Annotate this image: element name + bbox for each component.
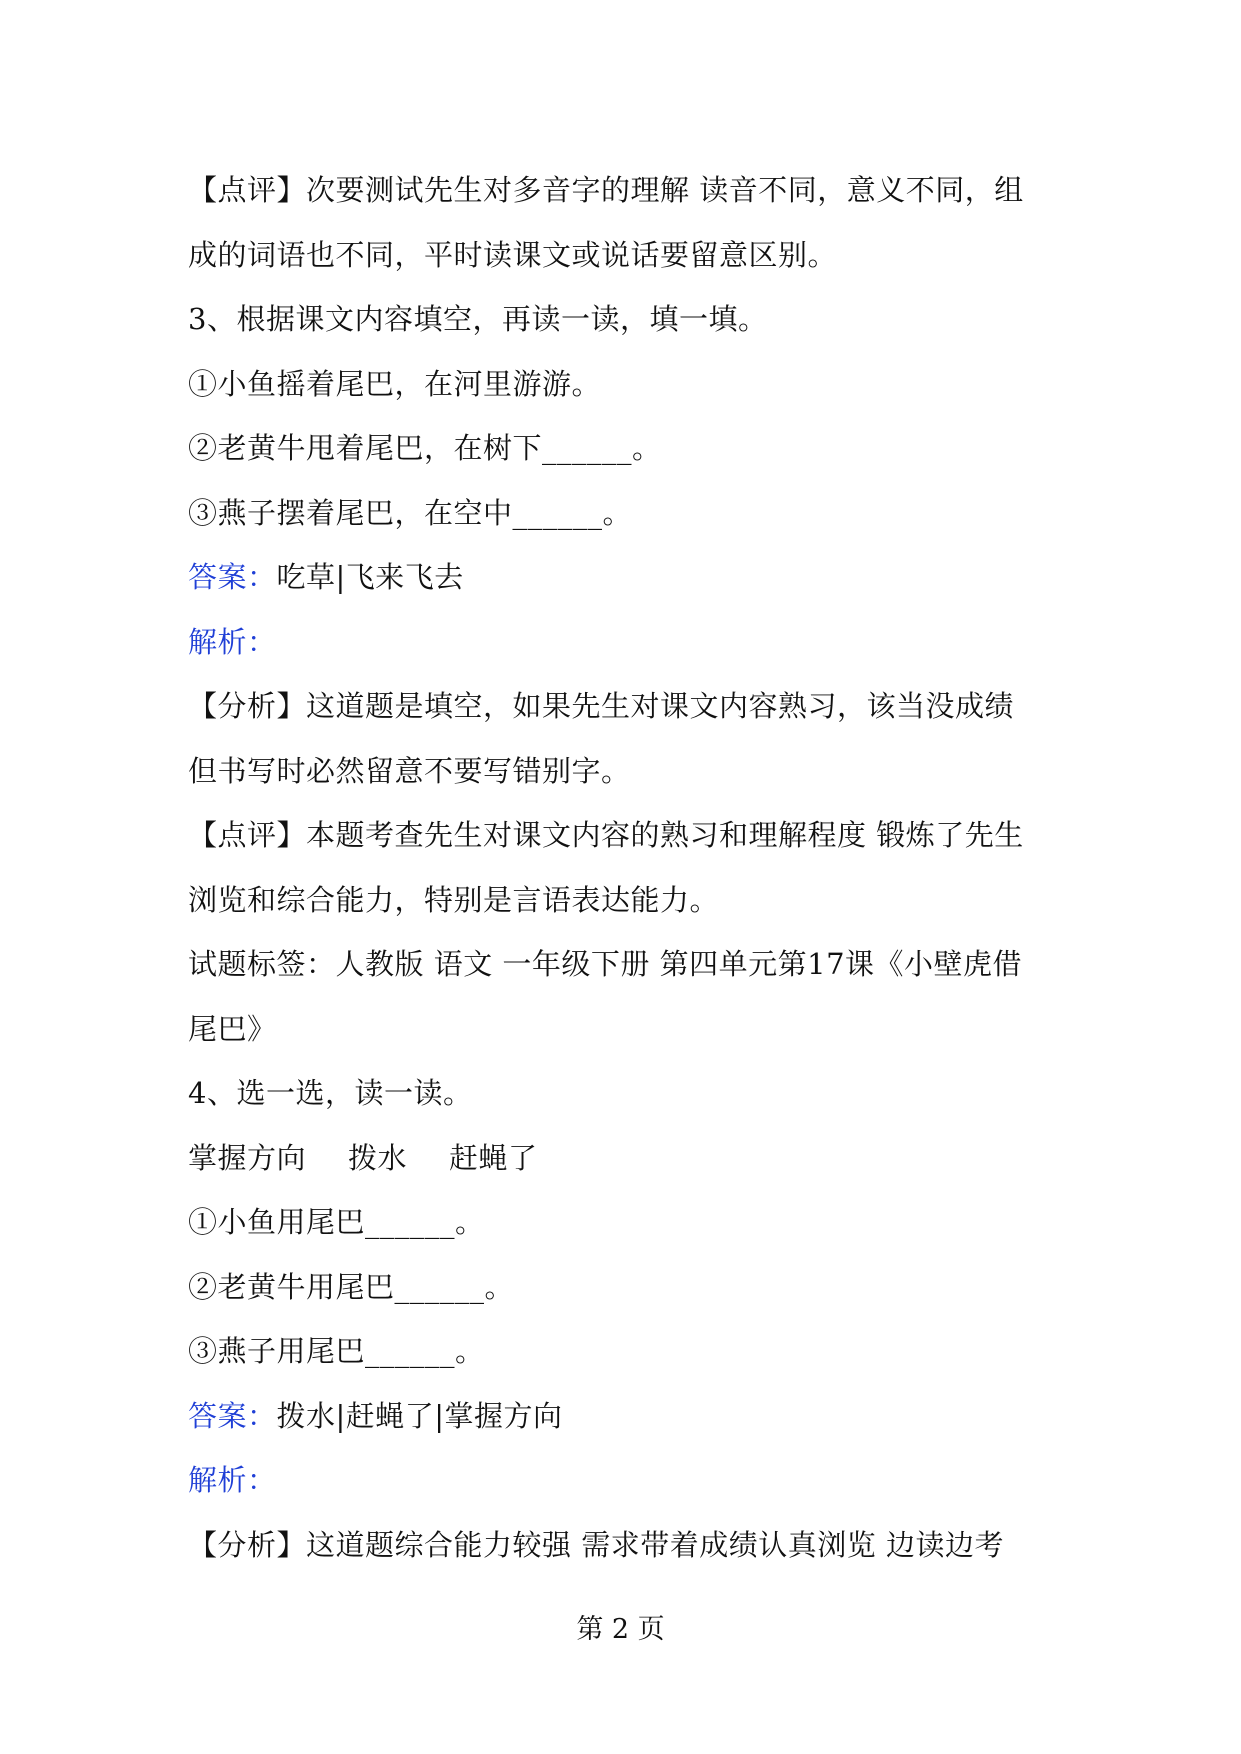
question-4-item-1: ①小鱼用尾巴______。 xyxy=(188,1205,485,1239)
question-4-item-3: ③燕子用尾巴______。 xyxy=(188,1334,485,1368)
question-3-item-3: ③燕子摆着尾巴，在空中______。 xyxy=(188,495,633,530)
question-4-analysis-label xyxy=(188,1448,1068,1513)
analysis-label: 解析： xyxy=(188,1463,277,1497)
page-footer: 第 2 页 xyxy=(576,1614,665,1645)
question-4-item-2: ②老黄牛用尾巴______。 xyxy=(188,1269,515,1304)
analysis-line-2: 但书写时必然留意不要写错别字。 xyxy=(188,753,631,788)
answer-text: 吃草|飞来飞去 xyxy=(276,560,464,594)
analysis-line-1: 【分析】这道题是填空，如果先生对课文内容熟习，该当没成绩 xyxy=(188,689,1015,723)
comment-line-2: 成的词语也不同，平时读课文或说话要留意区别。 xyxy=(188,237,838,272)
tag-line-1: 试题标签：人教版 语文 一年级下册 第四单元第17课《小壁虎借 xyxy=(188,947,1023,981)
question-3-answer xyxy=(188,545,1068,610)
choice-word-3: 赶蝇了 xyxy=(449,1140,538,1175)
tag-line-2: 尾巴》 xyxy=(188,1011,277,1046)
question-3-title: 3、根据课文内容填空，再读一读，填一填。 xyxy=(188,302,768,336)
choice-word-1: 掌握方向 xyxy=(188,1140,307,1175)
answer-text: 拨水|赶蝇了|掌握方向 xyxy=(276,1398,563,1433)
choice-word-2: 拨水 xyxy=(348,1140,408,1175)
question-3-analysis-label xyxy=(188,610,1068,675)
analysis-label: 解析： xyxy=(188,624,277,659)
document-body xyxy=(188,158,1068,1577)
choice-words xyxy=(188,1126,1068,1191)
answer-label: 答案： xyxy=(188,560,277,594)
question-3-item-1: ①小鱼摇着尾巴，在河里游游。 xyxy=(188,366,602,401)
question-4-answer xyxy=(188,1384,1068,1449)
comment-line-3: 【点评】本题考查先生对课文内容的熟习和理解程度 锻炼了先生 xyxy=(188,818,1024,852)
analysis-line-3: 【分析】这道题综合能力较强 需求带着成绩认真浏览 边读边考 xyxy=(188,1527,1004,1562)
question-3-item-2: ②老黄牛甩着尾巴，在树下______。 xyxy=(188,431,662,465)
question-4-title: 4、选一选，读一读。 xyxy=(188,1076,473,1110)
comment-line-4: 浏览和综合能力，特别是言语表达能力。 xyxy=(188,882,720,917)
answer-label: 答案： xyxy=(188,1398,277,1433)
comment-line-1: 【点评】次要测试先生对多音字的理解 读音不同，意义不同，组 xyxy=(188,173,1024,207)
